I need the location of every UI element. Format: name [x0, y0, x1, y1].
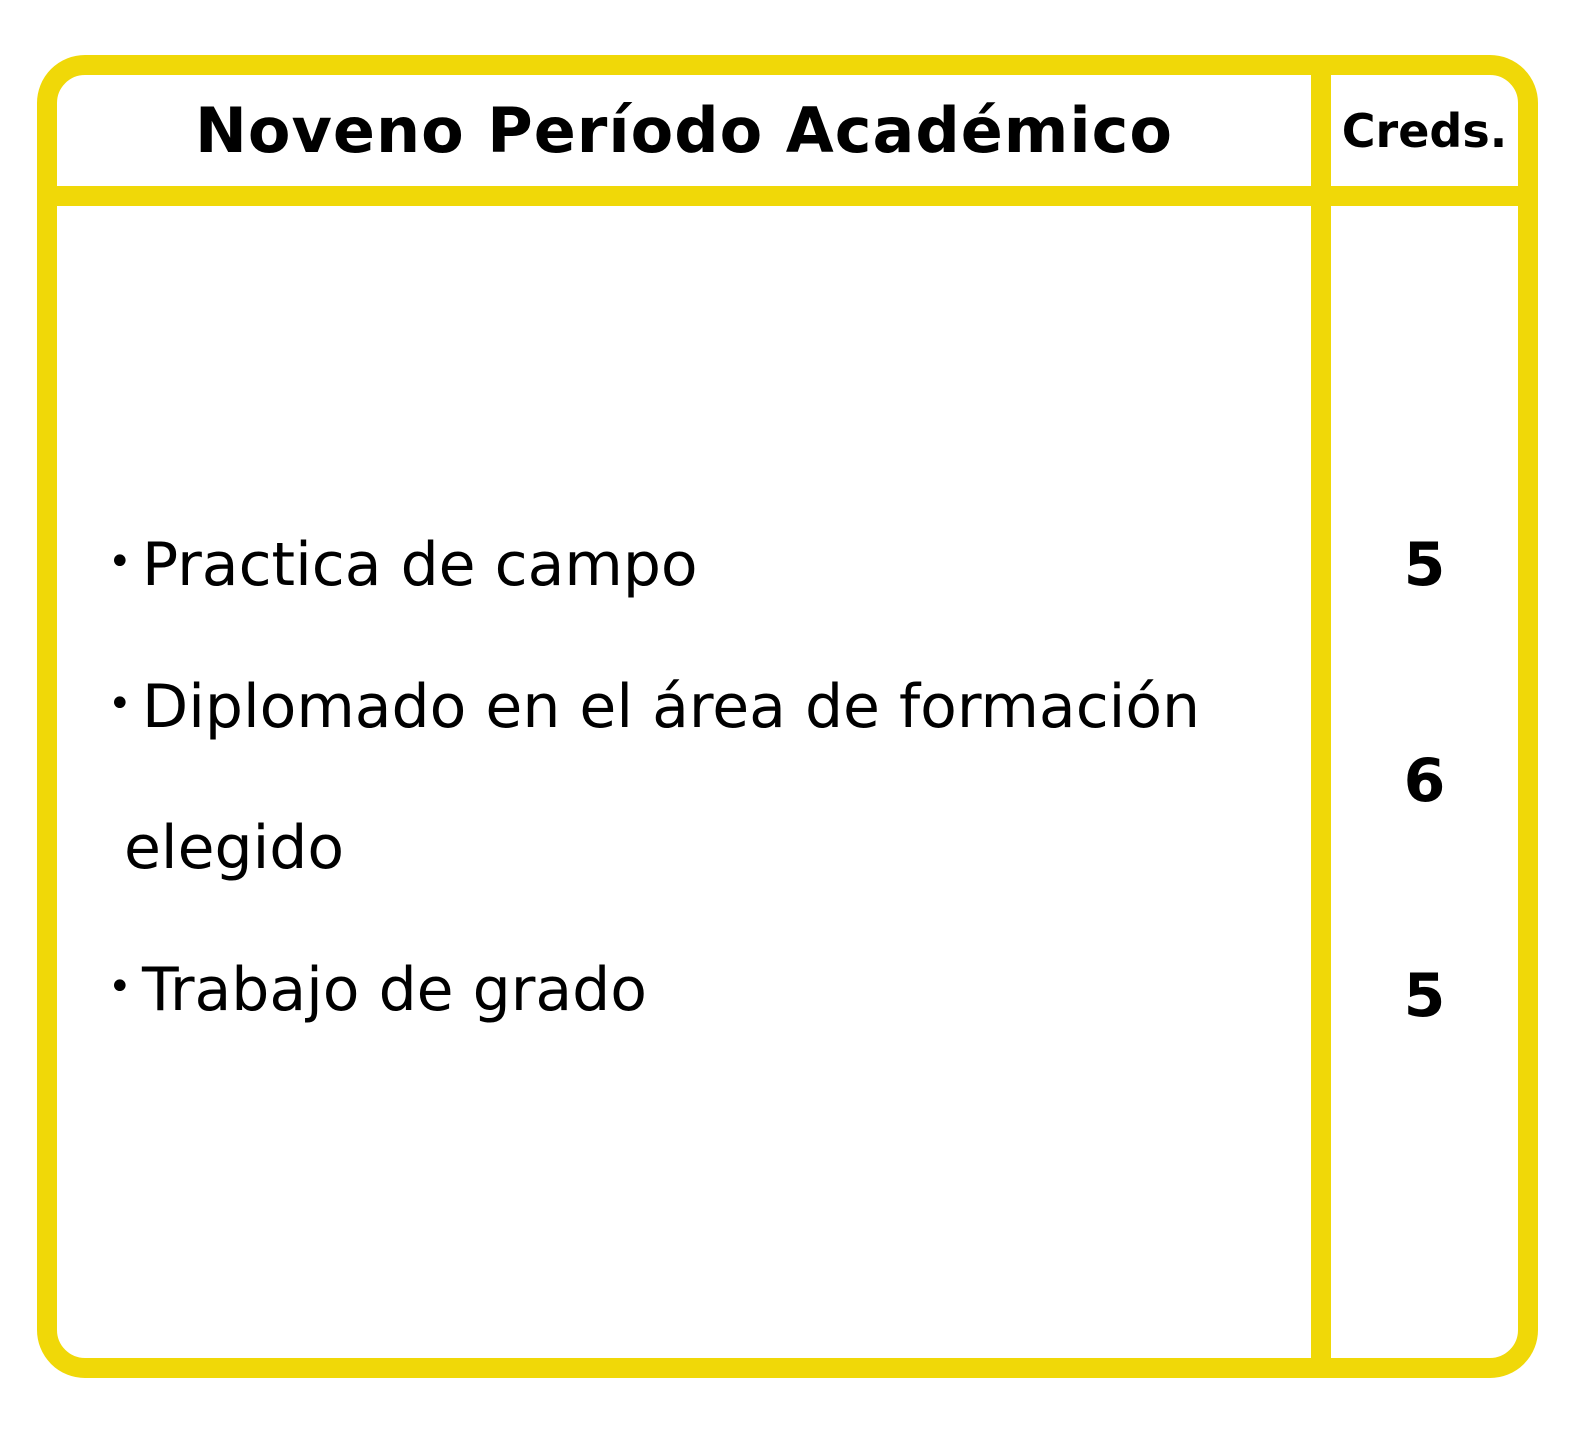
course-item-diplomado [108, 672, 1201, 742]
course-label: Trabajo de grado [142, 955, 647, 1025]
column-divider [1311, 55, 1331, 1378]
credits-column-header: Creds. [1341, 103, 1508, 158]
bullet-icon: • [108, 539, 132, 586]
period-title: Noveno Período Académico [195, 94, 1173, 167]
course-label: Diplomado en el área de formación [142, 672, 1201, 742]
bullet-icon: • [108, 681, 132, 728]
bullet-icon: • [108, 964, 132, 1011]
course-credits-practica: 5 [1403, 530, 1446, 600]
course-credits-trabajo: 5 [1403, 961, 1446, 1031]
course-item-trabajo [108, 955, 647, 1025]
course-credits-diplomado: 6 [1403, 746, 1446, 816]
course-item-practica [108, 530, 698, 600]
header-divider [37, 186, 1538, 206]
course-label: Practica de campo [142, 530, 698, 600]
course-label-continuation: elegido [124, 813, 345, 883]
